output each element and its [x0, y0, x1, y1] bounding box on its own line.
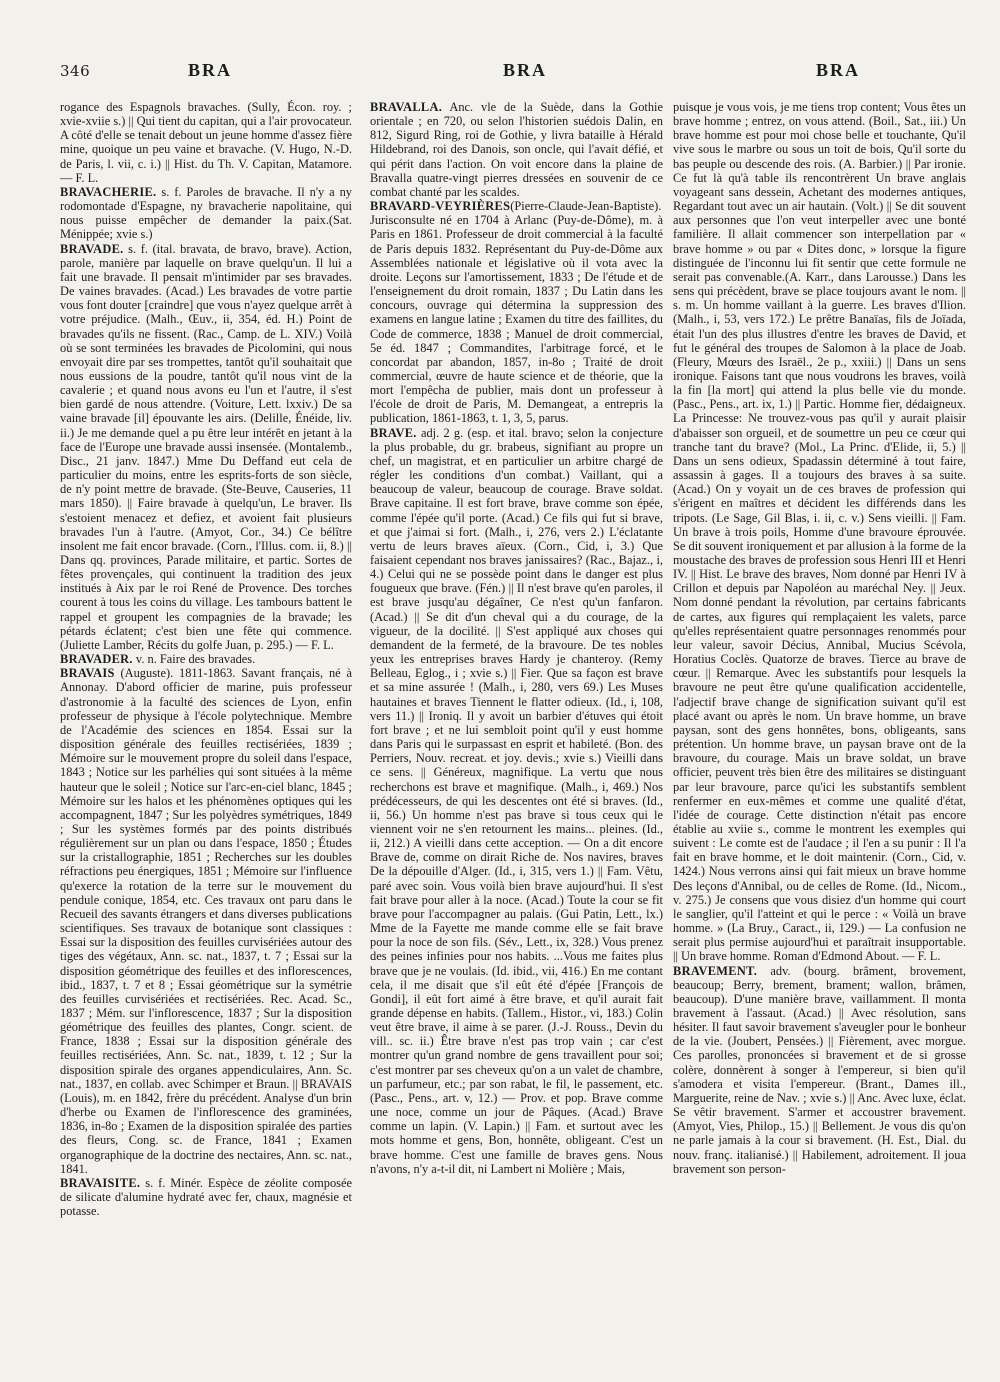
headword: BRAVADER.	[60, 652, 133, 667]
page-number: 346	[60, 62, 91, 80]
entry-continuation: rogance des Espagnols bravaches. (Sully, Écon. roy. ; xvie-xviie s.) || Qui tient du capitan, qui a l'air provocateur. A côté d'elle se tenait debout un jeune homme d'assez fière mine, quoique un peu vaine et bravache. (V. Hugo, N.-D. de Paris, l. vii, c. i.) || Hist. du Th. V. Capitan, Matamore. — F. L.	[60, 100, 352, 185]
running-head-left: BRA	[188, 60, 233, 80]
entry-text: s. f. (ital. bravata, de bravo, brave). Action, parole, manière par laquelle on brave quelqu'un. Il lui a fait une bravade. Il pensait m'intimider par ses bravades. De vaines bravades. (Acad.) Les bravades de votre partie vous font douter [craindre] que vous n'ayez quelque arrêt à votre préjudice. (Malh., Œuv., ii, 354, éd. H.) Point de bravades qu'ils ne fissent. (Rac., Camp. de L. XIV.) Voilà où se sont terminées les bravades de Picolomini, qui nous envoyait dire par ses trompettes, tantôt qu'il souhaitait que nous eussions de la poudre, tantôt qu'il nous vint de la cavalerie ; et quand nous avons eu l'un et l'autre, il s'est bien gardé de nous attendre. (Voiture, Lett. lxxiv.) De sa vaine bravade [il] épouvante les airs. (Delille, Énéide, liv. ii.) Je me demande quel a pu être leur intérêt en jetant à la face de l'Europe une bravade aussi insensée. (Montalemb., Disc., 21 janv. 1847.) Mme Du Deffand eut cela de particulier du moins, entre les esprits-forts de son siècle, de n'y point mettre de bravade. (Ste-Beuve, Causeries, 11 mars 1850). || Faire bravade à quelqu'un, Le braver. Ils s'estoient menacez et defiez, et avoient fait plusieurs bravades l'un à l'autre. (Amyot, Cor., 34.) Ce bélître insolent me fait encor bravade. (Corn., l'Illus. com. ii, 8.) || Dans qq. provinces, Parade militaire, et partic. Sortes de fêtes provençales, qui continuent la tradition des jeux institués à Aix par le roi René de Provence. Des torches courent à tous les coins du village. Les tambours battent le rappel et groupent les compagnies de la bravade; les pétards éclatent; c'est bien une fête qui commence. (Juliette Lamber, Récits du golfe Juan, p. 295.) — F. L.	[60, 241, 352, 652]
headword: BRAVADE.	[60, 241, 124, 256]
entry-text: adj. 2 g. (esp. et ital. bravo; selon la conjecture la plus probable, du gr. brabeus, signifiant au propre un chef, un magistrat, et en particulier un arbitre chargé de régler les conditions d'un combat.) Vaillant, qui a beaucoup de valeur, beaucoup de courage. Brave soldat. Brave capitaine. Il est fort brave, brave comme son épée, comme l'épée qu'il porte. (Acad.) Ce fils qui fut si brave, et que j'aimai si fort. (Malh., i, 276, vers 2.) L'éclatante vertu de leurs braves aïeux. (Corn., Cid, i, 3.) Que faisaient cependant nos braves janissaires? (Rac., Bajaz., i, 4.) Celui qui ne se possède point dans le danger est plus fougueux que brave. (Fén.) || Il n'est brave qu'en paroles, il est brave jusqu'au dégaîner, Ce n'est qu'un fanfaron. (Acad.) || Se dit d'un cheval qui a du courage, de la vigueur, de la docilité. || S'est appliqué aux choses qui demandent de la fermeté, de la bravoure. De tes nobles yeux les entreprises braves Hardy je chanteroy. (Remy Belleau, Eglog., i ; xvie s.) || Fier. Que sa façon est brave et sa mine assurée ! (Malh., i, 280, vers 69.) Les Muses hautaines et braves Tiennent le flatter odieux. (Id., i, 108, vers 11.) || Ironiq. Il y avoit un barbier d'étuves qui étoit fort brave ; et ne lui sembloit point qu'il y eust homme dans Paris qui le surpassast en esprit et habileté. (Bon. des Perriers, Nouv. recreat. et joy. devis.; xvie s.) Vieilli dans ce sens. || Généreux, magnifique. La vertu que nous recherchons est brave et magnifique. (Malh., i, 469.) Nos prédécesseurs, de qui les descentes ont été si braves. (Id., ii, 56.) Un homme n'est pas brave si tous ceux qui le viennent voir ne s'en retournent les mains... pleines. (Id., ii, 212.) A vieilli dans cette acception. — On a dit encore Brave de, comme on dirait Riche de. Nos navires, braves De la dépouille d'Alger. (Id., i, 315, vers 1.) || Fam. Vêtu, paré avec soin. Vous voilà bien brave aujourd'hui. Il s'est fait brave pour aller à la noce. (Acad.) Toute la cour se fit brave pour l'accompagner au palais. (Gui Patin, Lett., lx.) Mme de la Fayette me mande comme elle se fait brave pour la noce de son fils. (Sév., Lett., ix, 328.) Vous prenez des peines infinies pour nos habits. ...Vous me faites plus brave que je ne voulais. (Id. ibid., vii, 416.) En me contant cela, il me disait que s'il eût été d'épée [François de Gondi], il eût fort aimé à être brave, et qu'il aurait fait grande dépense en habits. (Tallem., Histor., vi, 183.) Colin veut être brave, il aime à se parer. (J.-J. Rouss., Devin du vill.. sc. ii.) Être brave n'est pas trop vain ; car c'est montrer qu'un grand nombre de gens travaillent pour soi; c'est montrer par ses cheveux qu'on a un valet de chambre, un parfumeur, etc.; par son rabat, le fil, le passement, etc. (Pasc., Pens., art. v, 12.) — Prov. et pop. Brave comme une noce, comme un jour de Pâques. (Acad.) Brave comme un lapin. (V. Lapin.) || Fam. et surtout avec les mots homme et gens, Bon, honnête, obligeant. C'est un brave homme. C'est une famille de braves gens. Nous n'avons, n'y a-t-il dit, ni Lambert ni Molière ; Mais,	[370, 425, 663, 1176]
entry-text: Anc. vle de la Suède, dans la Gothie orientale ; en 720, ou selon l'historien suédois Dalin, en 812, Sigurd Ring, roi de Gothie, y livra bataille à Hérald Hildebrand, roi des Danois, son oncle, qui l'avait défié, et qui périt dans l'action. On voit encore dans la plaine de Bravalla quatre-vingt pierres dressées en souvenir de ce combat chanté par les scaldes.	[370, 100, 663, 199]
entry-text: (Pierre-Claude-Jean-Baptiste). Jurisconsulte né en 1704 à Arlanc (Puy-de-Dôme), m. à Paris en 1861. Professeur de droit commercial à la faculté de Paris depuis 1832. Représentant du Puy-de-Dôme aux Assemblées nationale et législative où il vota avec la droite. Leçons sur l'amortissement, 1833 ; De l'étude et de l'enseignement du droit romain, 1837 ; Du Latin dans les concours, ouvrage qui détermina la suppression des examens en langue latine ; Examen du titre des faillites, du Code de commerce, 1838 ; Manuel de droit commercial, 5e éd. 1847 ; Commandites, l'arbitrage forcé, et le concordat par abandon, 1857, in-8o ; Traité de droit commercial, œuvre de haute science et de théorie, que la mort l'empêcha de publier, mais dont un professeur à l'école de droit de Paris, M. Demangeat, a entrepris la publication, 1861-1863, t. 1, 3, 5, parus.	[370, 199, 663, 426]
entry-bravement	[673, 964, 966, 1176]
entry-bravard-veyrieres	[370, 199, 663, 426]
entry-continuation: puisque je vous vois, je me tiens trop content; Vous êtes un brave homme ; entrez, on vous attend. (Boil., Sat., iii.) Un brave homme est pour moi chose belle et touchante, Qu'il vive sous le marbre ou sous un toit de bois, Qu'il sorte du bas peuple ou descende des rois. (A. Barbier.) || Par ironie. Ce fut là qu'à table ils rencontrèrent Un brave anglais voyageant sans dessein, Achetant des modernes antiques, Regardant tout avec un air hautain. (Volt.) || Se dit souvent aux personnes que l'on veut interpeller avec une bonté familière. Il allait commencer son interpellation par « brave homme » ou par « Dites donc, » lorsque la figure distinguée de l'inconnu lui fit sentir que cette formule ne serait pas convenable.(A. Karr., dans Larousse.) Dans les sens qui précèdent, brave se place toujours avant le nom. || s. m. Un homme vaillant à la guerre. Les braves d'Ilion. (Malh., i, 53, vers 172.) Le prêtre Banaïas, fils de Joïada, était l'un des plus illustres d'entre les braves de David, et fut le général des troupes de Salomon à la place de Joab. (Fleury, Mœurs des Israël., 2e p., xxiii.) || Dans un sens ironique. Faisons tant que nous voudrons les braves, voilà la fin [la mort] qui attend la plus belle vie du monde. (Pasc., Pens., art. ix, 1.) || Partic. Homme fier, dédaigneux. La Princesse: Ne trouvez-vous pas qu'il y aurait plaisir d'abaisser son orgueil, et de soumettre un peu ce cœur qui tranche tant du brave? (Mol., La Princ. d'Elide, ii, 5.) || Dans un sens odieux, Spadassin déterminé à tout faire, assassin à gages. Il a toujours des braves à sa suite. (Acad.) On y voyait un de ces braves de profession qui s'érigent en maîtres et décident les différends dans les tripots. (Le Sage, Gil Blas, i. ii, c. v.) Sens vieilli. || Fam. Un brave à trois poils, Homme d'une bravoure éprouvée. Se dit souvent ironiquement et par allusion à la forme de la moustache des braves de profession sous Henri III et Henri IV. || Hist. Le brave des braves, Nom donné par Henri IV à Crillon et depuis par Napoléon au maréchal Ney. || Jeux. Nom donné pendant la révolution, par certains fabricants de cartes, aux figures qui remplaçaient les valets, parce qu'elles représentaient quatre personnages renommés pour leur valeur, savoir Décius, Annibal, Mucius Scévola, Horatius Coclès. Quatorze de braves. Tierce au brave de cœur. || Remarque. Avec les substantifs pour lesquels la bravoure ne peut être qu'une qualification accidentelle, l'adjectif brave change de signification suivant qu'il est placé avant ou après le nom. Un brave homme, un brave paysan, sont des gens honnêtes, bons, obligeants, sans prétention. Un homme brave, un paysan brave ont de la bravoure, du courage. Mais un brave soldat, un brave officier, peuvent très bien être des militaires se distinguant par leur bravoure, parce qu'ici les substantifs semblent renfermer en eux-mêmes et comme une qualité d'état, l'idée de courage. Cette distinction n'était pas encore établie au xviie s., comme le montrent les exemples qui suivent : Le comte est de l'audace ; il l'en a su punir : Il l'a fait en brave homme, et le doit maintenir. (Corn., Cid, v. 1424.) Nous verrons ainsi qui fait mieux un brave homme Des leçons d'Annibal, ou de celles de Rome. (Id., Nicom., v. 275.) Je consens que vous disiez d'un homme qui court le sanglier, qu'il l'atteint et qui le perce : « Voilà un brave homme. » (La Bruy., Caract., ii, 129.) — La confusion ne serait plus permise aujourd'hui et paraîtrait insupportable. || Un brave homme. Roman d'Edmond About. — F. L.	[673, 100, 966, 964]
headword: BRAVACHERIE.	[60, 184, 157, 199]
entry-text: (Auguste). 1811-1863. Savant français, né à Annonay. D'abord officier de marine, puis professeur d'astronomie à la faculté des sciences de Lyon, enfin professeur de physique à l'école polytechnique. Membre de l'Académie des sciences en 1854. Essai sur la disposition générale des feuilles rectisériées, 1839 ; Mémoire sur le mouvement propre du soleil dans l'espace, 1843 ; Notice sur les parhélies qui sont situées à la même hauteur que le soleil ; Notice sur l'arc-en-ciel blanc, 1845 ; Mémoire sur les halos et les phénomènes optiques qui les accompagnent, 1847 ; Sur les polyèdres symétriques, 1849 ; Sur les systèmes formés par des points distribués régulièrement sur un plan ou dans l'espace, 1850 ; Études sur la cristallographie, 1851 ; Recherches sur les doubles réfractions peu énergiques, 1851 ; Mémoire sur l'influence qu'exerce la rotation de la terre sur le mouvement du pendule conique, 1854, etc. Ces travaux ont paru dans le Recueil des savants étrangers et dans diverses publications scientifiques. Ses travaux de botanique sont classiques : Essai sur la disposition des feuilles curvisériées autour des tiges des végétaux, Ann. sc. nat., 1837, t. 7 ; Essai sur la disposition géométrique des feuilles et des inflorescences, ibid., 1837, t. 7 et 8 ; Essai géométrique sur la symétrie des feuilles curvisériées et rectisériées. Rec. Acad. Sc., 1837 ; Mém. sur l'inflorescence, 1837 ; Sur la disposition géométrique des feuilles des plantes, Congr. scient. de France, 1838 ; Essai sur la disposition générale des feuilles rectisériées, Ann. Sc. nat., 1839, t. 12 ; Sur la disposition spirale des organes appendiculaires, Ann. Sc. nat., 1837, en collab. avec Schimper et Braun. || BRAVAIS (Louis), m. en 1842, frère du précédent. Analyse d'un brin d'herbe ou Examen de l'inflorescence des graminées, 1836, in-8o ; Examen de la disposition spiralée des parties des fleurs, Cong. sc. de France, 1841 ; Examen organographique de la doctrine des nectaires, Ann. sc. nat., 1841.	[60, 666, 352, 1176]
entry-text: s. f. Paroles de bravache. Il n'y a ny rodomontade d'Espagne, ny bravacherie napolitaine, qui nous puisse empêcher de demander la paix.(Sat. Ménippée; xvie s.)	[60, 184, 352, 242]
entry-bravader	[60, 652, 352, 666]
headword: BRAVAISITE.	[60, 1175, 141, 1190]
entry-text: adv. (bourg. brâment, brovement, beaucoup; Berry, brement, brament; wallon, brâmen, beaucoup). D'une manière brave, vaillamment. Il monta bravement à l'assaut. (Acad.) || Avec résolution, sans hésiter. Il faut savoir bravement s'aveugler pour le bonheur de la vie. (Joubert, Pensées.) || Fièrement, avec morgue. Ces parolles, prononcées si bravement et de si grosse colère, donnèrent à songer à l'empereur, si bien qu'il s'amodera et visita l'empereur. (Brant., Dames ill., Marguerite, reine de Nav. ; xvie s.) || Anc. Avec luxe, éclat. Se vêtir bravement. S'armer et accoustrer bravement. (Amyot, Vies, Philop., 15.) || Bellement. Je vous dis qu'on ne parle jamais à la cour si bravement. (H. Est., Dial. du nouv. franç. italianisé.) || Habilement, adroitement. Il joua bravement son person-	[673, 963, 966, 1176]
entry-brave	[370, 426, 663, 1176]
entry-text: v. n. Faire des bravades.	[132, 652, 256, 667]
text-column-3	[673, 100, 966, 1176]
text-column-1	[60, 100, 352, 1218]
entry-bravais	[60, 666, 352, 1176]
headword: BRAVEMENT.	[673, 963, 758, 978]
entry-bravacherie	[60, 185, 352, 242]
running-head-right: BRA	[816, 60, 861, 80]
text-column-2	[370, 100, 663, 1176]
entry-bravalla	[370, 100, 663, 199]
headword: BRAVAIS	[60, 666, 115, 681]
headword: BRAVARD-VEYRIÈRES	[370, 199, 511, 214]
entry-bravade	[60, 242, 352, 653]
entry-bravaisite	[60, 1176, 352, 1218]
page-header	[60, 60, 950, 90]
running-head-center: BRA	[503, 60, 548, 80]
headword: BRAVE.	[370, 425, 417, 440]
entry-text: s. f. Minér. Espèce de zéolite composée de silicate d'alumine hydraté avec fer, chaux, magnésie et potasse.	[60, 1175, 352, 1219]
headword: BRAVALLA.	[370, 100, 443, 114]
